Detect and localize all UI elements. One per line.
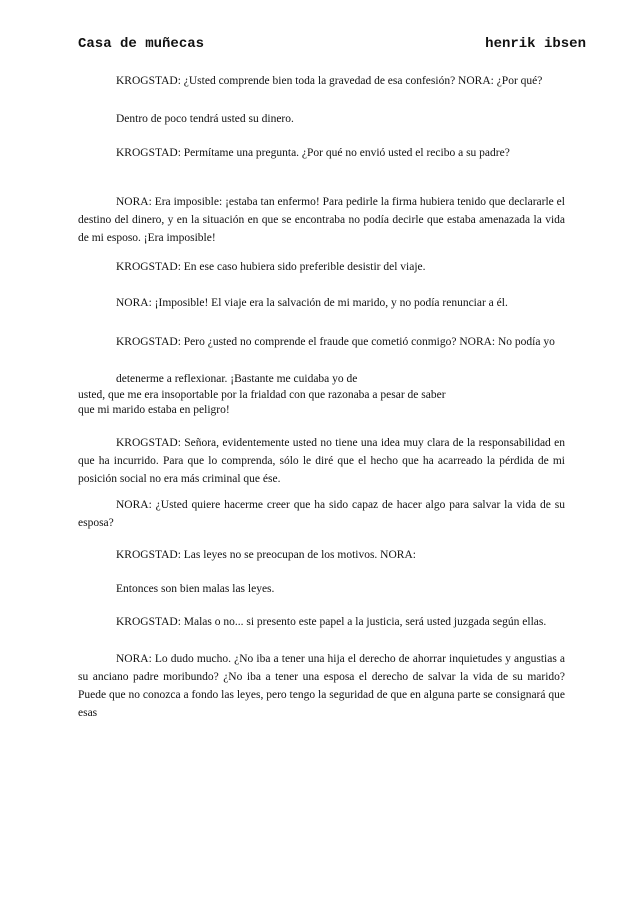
- paragraph-8-line-1: detenerme a reflexionar. ¡Bastante me cuidaba yo de: [116, 373, 358, 385]
- paragraph-13: KROGSTAD: Malas o no... si presento este papel a la justicia, será usted juzgada según ellas.: [116, 616, 547, 628]
- paragraph-5: KROGSTAD: En ese caso hubiera sido preferible desistir del viaje.: [116, 261, 426, 273]
- paragraph-1: KROGSTAD: ¿Usted comprende bien toda la gravedad de esa confesión? NORA: ¿Por qué?: [116, 75, 543, 87]
- header-author: henrik ibsen: [485, 36, 586, 52]
- paragraph-7: KROGSTAD: Pero ¿usted no comprende el fraude que cometió conmigo? NORA: No podía yo: [116, 336, 555, 348]
- paragraph-4: NORA: Era imposible: ¡estaba tan enfermo! Para pedirle la firma hubiera tenido que declararle el destino del dinero, y en la situación en que se encontraba no podía decirle que estaba amenazada la vida de mi esposo. ¡Era imposible!: [78, 196, 565, 244]
- paragraph-6: NORA: ¡Imposible! El viaje era la salvación de mi marido, y no podía renunciar a él.: [116, 297, 508, 309]
- paragraph-2: Dentro de poco tendrá usted su dinero.: [116, 113, 294, 125]
- paragraph-12: Entonces son bien malas las leyes.: [116, 583, 275, 595]
- paragraph-8-line-3: que mi marido estaba en peligro!: [78, 404, 230, 416]
- paragraph-11: KROGSTAD: Las leyes no se preocupan de los motivos. NORA:: [116, 549, 416, 561]
- header-title: Casa de muñecas: [78, 36, 205, 52]
- paragraph-8-line-2: usted, que me era insoportable por la frialdad con que razonaba a pesar de saber: [78, 389, 446, 401]
- paragraph-14: NORA: Lo dudo mucho. ¿No iba a tener una hija el derecho de ahorrar inquietudes y angustias a su anciano padre moribundo? ¿No iba a tener una esposa el derecho de salvar la vida de su marido? Puede que no conozca a fondo las leyes, pero tengo la seguridad de que en alguna parte se consignará que esas: [78, 653, 565, 719]
- paragraph-9: KROGSTAD: Señora, evidentemente usted no tiene una idea muy clara de la responsabilidad en que ha incurrido. Para que lo comprenda, sólo le diré que el hecho que ha acarreado la pérdida de mi posición social no era más criminal que ése.: [78, 437, 565, 485]
- paragraph-10: NORA: ¿Usted quiere hacerme creer que ha sido capaz de hacer algo para salvar la vida de su esposa?: [78, 499, 565, 529]
- paragraph-3: KROGSTAD: Permítame una pregunta. ¿Por qué no envió usted el recibo a su padre?: [116, 147, 510, 159]
